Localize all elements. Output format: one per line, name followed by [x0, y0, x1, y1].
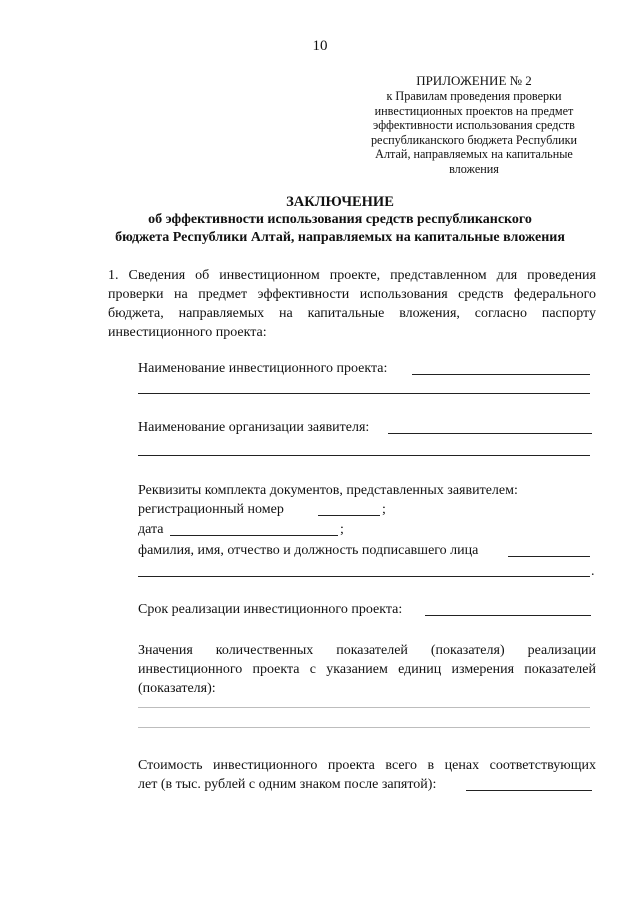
appendix-title: ПРИЛОЖЕНИЕ № 2 — [416, 73, 532, 88]
date-label: дата — [138, 522, 164, 537]
signer-field-continued[interactable] — [138, 576, 590, 577]
document-heading — [60, 193, 620, 247]
reg-number-field[interactable] — [318, 515, 380, 516]
section1-line: бюджета, направляемых на капитальные вложения, согласно паспорту — [108, 306, 596, 321]
heading-subtitle-line: об эффективности использования средств республиканского — [148, 212, 532, 227]
page-number: 10 — [312, 38, 328, 54]
project-name-label: Наименование инвестиционного проекта: — [138, 361, 388, 376]
date-field[interactable] — [170, 535, 338, 536]
project-name-field-continued[interactable] — [138, 393, 590, 394]
cost-line: Стоимость инвестиционного проекта всего в ценах соответствующих — [138, 758, 596, 773]
indicators-field-continued[interactable] — [138, 727, 590, 728]
section1-line: инвестиционного проекта: — [108, 325, 267, 340]
indicators-field[interactable] — [138, 707, 590, 708]
org-name-field-continued[interactable] — [138, 455, 590, 456]
section1-line: проверки на предмет эффективности использования средств федерального — [108, 287, 596, 302]
appendix-line: к Правилам проведения проверки — [386, 89, 562, 103]
indicators-line: инвестиционного проекта с указанием единиц измерения показателей — [138, 662, 596, 677]
indicators-line: (показателя): — [138, 681, 216, 696]
indicators-line: Значения количественных показателей (показателя) реализации — [138, 643, 596, 658]
docs-label: Реквизиты комплекта документов, представленных заявителем: — [138, 483, 518, 498]
term-label: Срок реализации инвестиционного проекта: — [138, 602, 403, 617]
org-name-label: Наименование организации заявителя: — [138, 420, 370, 435]
appendix-line: республиканского бюджета Республики — [370, 132, 578, 147]
appendix-block — [350, 73, 598, 177]
org-name-field[interactable] — [388, 433, 592, 434]
cost-label: лет (в тыс. рублей с одним знаком после запятой): — [138, 777, 437, 792]
term-field[interactable] — [425, 615, 591, 616]
date-suffix: ; — [340, 522, 344, 537]
section1-line: 1. Сведения об инвестиционном проекте, представленном для проведения — [108, 268, 596, 283]
appendix-line: эффективности использования средств — [373, 118, 575, 133]
appendix-line: инвестиционных проектов на предмет — [374, 103, 574, 118]
heading-subtitle-line: бюджета Республики Алтай, направляемых на капитальные вложения — [115, 230, 565, 245]
appendix-line: Алтай, направляемых на капитальные — [375, 147, 573, 162]
cost-field[interactable] — [466, 790, 592, 791]
reg-number-label: регистрационный номер — [138, 502, 284, 517]
project-name-field[interactable] — [412, 374, 590, 375]
appendix-line: вложения — [449, 161, 499, 176]
signer-label: фамилия, имя, отчество и должность подписавшего лица — [138, 543, 479, 558]
signer-end: . — [591, 564, 595, 579]
signer-field[interactable] — [508, 556, 590, 557]
heading-title: ЗАКЛЮЧЕНИЕ — [286, 194, 394, 210]
reg-number-suffix: ; — [382, 502, 386, 517]
